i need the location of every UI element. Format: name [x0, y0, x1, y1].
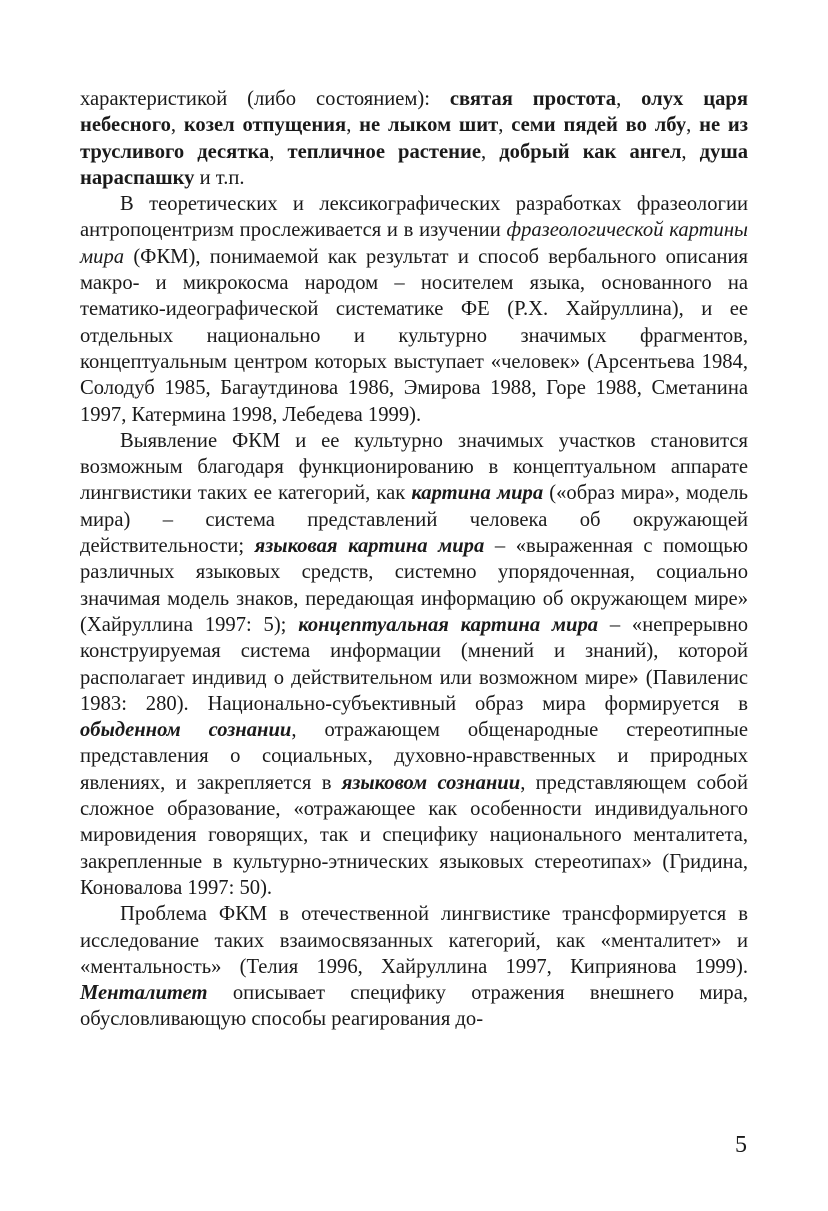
text-run: Выявление ФКМ и ее культурно значимых участков становится возможным благодаря функционированию в концептуальном аппарате лингвистики таких ее категорий, как — [80, 429, 748, 505]
emphasized-term: языковая картина мира — [254, 535, 485, 558]
emphasized-term: не лыком шит — [359, 114, 499, 137]
emphasized-term: козел отпущения — [183, 114, 347, 137]
text-run: В теоретических и лексикографических разработках фразеологии антропоцентризм прослеживается и в изучении — [80, 193, 748, 242]
text-run: , — [498, 114, 512, 137]
text-run: – «выраженная с помощью различных языковых средств, системно упорядоченная, социально значимая модель знаков, передающая информацию об окружающем мире» (Хайруллина 1997: 5); — [80, 535, 749, 636]
text-run: и т.п. — [194, 166, 245, 189]
text-run: , — [481, 140, 500, 163]
text-run: , — [346, 114, 360, 137]
text-run: , представляющем собой сложное образование, «отражающее как особенности индивидуального мировидения говорящих, так и специфику национального менталитета, закрепленные в культурно-этнических языковых стереотипах» (Гридина, Коновалова 1997: 50). — [80, 771, 748, 899]
emphasized-term: концептуальная картина мира — [298, 613, 599, 636]
emphasized-term: не из трусливого десятка — [80, 114, 749, 163]
paragraph-2 — [80, 191, 748, 428]
emphasized-term: душа нараспашку — [80, 140, 749, 189]
emphasized-term: добрый как ангел — [499, 140, 682, 163]
text-run: , — [616, 88, 642, 110]
emphasized-term: святая простота — [449, 88, 617, 110]
text-run: , — [170, 114, 184, 137]
paragraph-4 — [80, 901, 748, 1032]
emphasized-term: картина мира — [411, 482, 544, 505]
emphasized-term: семи пядей во лбу — [511, 114, 687, 137]
emphasized-term: фразеологической картины мира — [80, 219, 748, 268]
text-run: характеристикой (либо состоянием): — [80, 88, 450, 110]
text-run: , отражающем общенародные стереотипные представления о социальных, духовно-нравственных и природных явлениях, и закрепляется в — [80, 719, 748, 794]
text-run: , — [681, 140, 700, 163]
text-run: (ФКМ), понимаемой как результат и способ вербального описания макро- и микрокосма народом – носителем языка, основанного на тематико-идеографической систематике ФЕ (Р.Х. Хайруллина), и ее отдельных национально и культурно значимых фрагментов, концептуальным центром которых выступает «человек» (Арсентьева 1984, Солодуб 1985, Багаутдинова 1986, Эмирова 1988, Горе 1988, Сметанина 1997, Катермина 1998, Лебедева 1999). — [80, 245, 748, 426]
text-run: («образ мира», модель мира) – система представлений человека об окружающей действительности; — [80, 482, 748, 558]
text-run: , — [686, 114, 700, 137]
emphasized-term: тепличное растение — [287, 140, 482, 163]
emphasized-term: Менталитет — [80, 982, 208, 1005]
text-run: Проблема ФКМ в отечественной лингвистике трансформируется в исследование таких взаимосвязанных категорий, как «менталитет» и «ментальность» (Телия 1996, Хайруллина 1997, Киприянова 1999). — [80, 903, 748, 978]
text-run: описывает специфику отражения внешнего мира, обусловливающую способы реагирования до- — [80, 982, 748, 1031]
page-number: 5 — [735, 1132, 747, 1158]
emphasized-term: обыденном сознании — [80, 719, 292, 742]
emphasized-term: языковом сознании — [341, 771, 521, 794]
emphasized-term: олух царя небесного — [80, 88, 748, 137]
text-run: – «непрерывно конструируемая система информации (мнений и знаний), которой располагает индивид о действительном или возможном мире» (Павиленис 1983: 280). Национально-субъективный образ мира формируется в — [80, 613, 749, 715]
page-body — [80, 86, 748, 1033]
text-run: , — [269, 140, 288, 163]
paragraph-3 — [80, 428, 748, 901]
paragraph-1 — [80, 86, 748, 191]
